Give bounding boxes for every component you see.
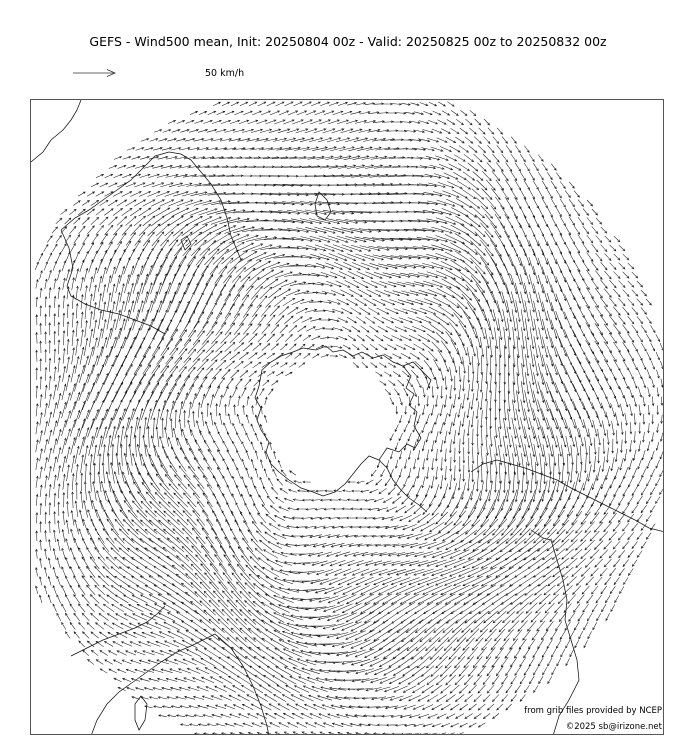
reference-arrow-icon xyxy=(72,67,118,79)
new-zealand xyxy=(315,192,331,220)
copyright-credit: ©2025 sb@irizone.net xyxy=(565,722,662,732)
coastlines xyxy=(31,100,664,735)
wind-vector-field xyxy=(35,102,664,735)
madagascar xyxy=(135,696,147,730)
chart-title: GEFS - Wind500 mean, Init: 20250804 00z - Valid: 20250825 00z to 20250832 00z xyxy=(89,34,607,49)
top-left-islands xyxy=(31,100,81,162)
data-source-credit: from grib files provided by NCEP xyxy=(524,706,662,716)
wind-map xyxy=(30,99,664,735)
antarctica-coastline xyxy=(255,346,421,496)
australia-coastline xyxy=(61,152,241,260)
australia-west-coast xyxy=(61,230,165,334)
wind-arrows xyxy=(35,102,664,735)
reference-arrow-label: 50 km/h xyxy=(205,68,245,79)
wind-map-svg xyxy=(31,100,664,735)
